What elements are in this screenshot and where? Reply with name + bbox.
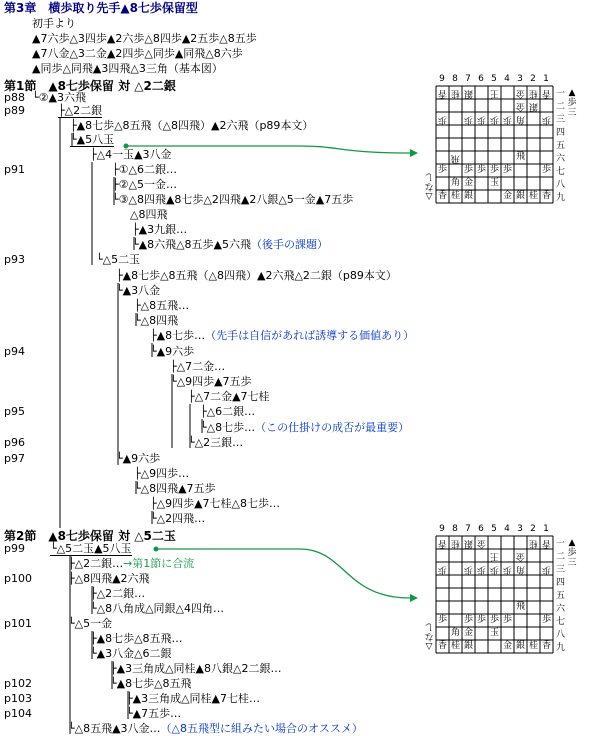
rank-label: 三 <box>556 565 566 575</box>
move-text: ├△2二銀… <box>90 587 146 600</box>
shogi-piece: 桂 <box>450 641 460 651</box>
shogi-piece: 歩 <box>476 615 486 625</box>
move-text: └▲9六歩 <box>116 452 161 465</box>
shogi-piece: 銀 <box>463 641 473 651</box>
rank-label: 七 <box>556 167 566 177</box>
shogi-piece: 歩 <box>541 615 551 625</box>
page-ref: p95 <box>4 405 25 418</box>
move-text: └△2三銀… <box>188 436 244 449</box>
page-ref: p101 <box>4 617 32 630</box>
shogi-piece: 飛 <box>451 153 461 163</box>
file-label: 9 <box>439 74 445 84</box>
file-label: 7 <box>465 524 471 534</box>
move-text: └△8四飛 <box>134 314 179 327</box>
move-line <box>126 692 260 705</box>
page-ref: p96 <box>4 436 25 449</box>
file-label: 8 <box>452 74 458 84</box>
rank-label: 四 <box>556 128 566 138</box>
shogi-piece: 歩 <box>477 564 487 574</box>
move-line <box>68 617 112 630</box>
move-line <box>96 253 140 266</box>
move-line <box>170 360 225 373</box>
move-line <box>150 345 194 358</box>
move-line <box>170 375 252 388</box>
shogi-piece: 歩 <box>490 114 500 124</box>
shogi-piece: 桂 <box>529 88 539 98</box>
move-line <box>70 119 313 132</box>
move-line <box>150 329 414 342</box>
move-line <box>112 193 353 206</box>
shogi-piece: 香 <box>438 88 448 98</box>
gote-hand: な <box>424 631 434 641</box>
gote-hand: し <box>424 621 434 631</box>
shogi-piece: 王 <box>490 551 500 561</box>
move-line <box>126 707 181 720</box>
sente-hand: 歩 <box>567 98 577 108</box>
intro-line-2: ▲7八金△3二金▲2四歩△同歩▲同飛△8六歩 <box>32 47 243 60</box>
sente-hand: ▲ <box>568 538 576 548</box>
file-label: 2 <box>530 524 536 534</box>
shogi-piece: 歩 <box>490 564 500 574</box>
shogi-piece: 銀 <box>464 88 474 98</box>
shogi-piece: 歩 <box>541 165 551 175</box>
file-label: 5 <box>491 524 497 534</box>
gote-hand: △ <box>425 191 433 201</box>
shogi-piece: 歩 <box>503 564 513 574</box>
page-ref: p99 <box>4 542 25 555</box>
move-line <box>112 178 177 191</box>
page-ref: p103 <box>4 692 32 705</box>
shogi-piece: 桂 <box>529 538 539 548</box>
commentary-note: （この仕掛けの成否が最重要） <box>255 421 410 434</box>
move-line <box>130 208 167 221</box>
commentary-note: （先手は自信があれば誘導する価値あり） <box>205 329 415 342</box>
file-label: 3 <box>517 74 523 84</box>
chapter-title: 第3章 横歩取り先手▲8七歩保留型 <box>4 1 198 15</box>
move-text: └③△8四飛▲8七歩△2四飛▲2八銀△5一金▲7五歩 <box>112 193 354 206</box>
page-ref: p97 <box>4 452 25 465</box>
move-text: ├△6二銀… <box>200 405 256 418</box>
section1-title: 第1節 ▲8七歩保留 対 △2二銀 <box>4 79 176 93</box>
move-text: └△8七歩… <box>200 421 256 434</box>
commentary-note: （△8五飛型に組みたい場合のオススメ） <box>160 722 363 735</box>
move-text: └△5二玉 <box>96 253 141 266</box>
shogi-piece: 歩 <box>438 114 448 124</box>
move-line <box>110 662 281 675</box>
move-line <box>68 557 194 570</box>
shogi-piece: 飛 <box>515 602 525 612</box>
intro-line-1: ▲7六歩△3四歩▲2六歩△8四歩▲2五歩△8五歩 <box>32 32 257 45</box>
page-ref: p102 <box>4 677 32 690</box>
move-text: ├▲8七歩△8五飛（△8四飛）▲2六飛△2二銀（p89本文） <box>116 269 397 282</box>
move-line <box>132 223 187 236</box>
shogi-piece: 歩 <box>463 615 473 625</box>
shogi-piece: 歩 <box>477 114 487 124</box>
file-label: 1 <box>543 524 549 534</box>
move-text: └△8五飛▲3八金… <box>68 722 161 735</box>
shogi-piece: 角 <box>450 178 460 188</box>
move-text: ├△4一玉▲3八金 <box>90 148 172 161</box>
page-ref: p104 <box>4 707 32 720</box>
move-text: ├△2二銀 <box>58 104 103 117</box>
move-text: └▲3八金 <box>116 284 161 297</box>
move-text: └△8八角成△同銀△4四角… <box>90 602 224 615</box>
move-text: └△5一金 <box>68 617 113 630</box>
move-text: ├△7二金▲7七桂 <box>188 390 270 403</box>
move-text: ├△7二金… <box>170 360 226 373</box>
move-line <box>116 452 160 465</box>
move-text: ├△2二銀… <box>68 557 124 570</box>
rank-label: 五 <box>556 591 566 601</box>
move-line <box>90 148 172 161</box>
commentary-note: （後手の課題） <box>251 238 328 251</box>
move-line <box>50 542 132 555</box>
shogi-piece: 金 <box>477 538 487 548</box>
shogi-piece: 歩 <box>464 114 474 124</box>
move-line <box>90 647 172 660</box>
shogi-piece: 桂 <box>451 88 461 98</box>
shogi-piece: 銀 <box>464 538 474 548</box>
file-label: 3 <box>517 524 523 534</box>
page-ref: p89 <box>4 104 25 117</box>
shogi-piece: 銀 <box>529 101 539 111</box>
shogi-piece: 香 <box>438 538 448 548</box>
move-line <box>70 133 114 146</box>
shogi-piece: 桂 <box>451 538 461 548</box>
move-text: └②▲3六飛 <box>32 91 86 104</box>
move-line <box>134 482 216 495</box>
move-line <box>58 104 102 117</box>
shogi-piece: 金 <box>463 178 473 188</box>
file-label: 1 <box>543 74 549 84</box>
move-text: └△8四飛▲7五歩 <box>134 482 216 495</box>
shogi-piece: 金 <box>463 628 473 638</box>
file-label: 7 <box>465 74 471 84</box>
move-line <box>150 512 205 525</box>
rank-label: 八 <box>556 630 566 640</box>
shogi-piece: 歩 <box>489 165 499 175</box>
move-text: ├▲8七歩△8五飛（△8四飛）▲2六飛（p89本文） <box>70 119 314 132</box>
shogi-piece: 金 <box>516 101 526 111</box>
move-text: ├▲3九銀… <box>132 223 188 236</box>
file-label: 9 <box>439 524 445 534</box>
move-text: └▲8六飛△8五歩▲5六飛 <box>132 238 251 251</box>
move-text: └▲7五歩… <box>126 707 182 720</box>
move-line <box>134 314 178 327</box>
shogi-piece: 歩 <box>437 165 447 175</box>
move-text: └▲3八金△6二銀 <box>90 647 172 660</box>
rank-label: 七 <box>556 617 566 627</box>
shogi-piece: 金 <box>502 191 512 201</box>
move-line <box>110 677 192 690</box>
sente-hand: ▲ <box>568 88 576 98</box>
sente-hand: 歩 <box>567 548 577 558</box>
rank-label: 四 <box>556 578 566 588</box>
shogi-piece: 桂 <box>528 641 538 651</box>
shogi-piece: 金 <box>516 88 526 98</box>
move-text: └△2四飛… <box>150 512 206 525</box>
move-line <box>68 572 150 585</box>
shogi-piece: 香 <box>437 191 447 201</box>
move-line <box>188 436 243 449</box>
page-ref: p100 <box>4 572 32 585</box>
shogi-piece: 歩 <box>502 165 512 175</box>
shogi-piece: 玉 <box>489 628 499 638</box>
rank-label: 九 <box>556 193 566 203</box>
rank-label: 二 <box>556 102 566 112</box>
rank-label: 六 <box>556 604 566 614</box>
move-line <box>200 421 409 434</box>
shogi-piece: 玉 <box>489 178 499 188</box>
page-ref: p91 <box>4 163 25 176</box>
shogi-piece: 桂 <box>528 191 538 201</box>
move-line <box>116 269 397 282</box>
rank-label: 一 <box>556 89 566 99</box>
shogi-piece: 歩 <box>502 615 512 625</box>
file-label: 6 <box>478 524 484 534</box>
shogi-piece: 金 <box>516 551 526 561</box>
sente-hand: 三 <box>567 558 577 568</box>
move-line <box>32 91 86 104</box>
move-line <box>200 405 255 418</box>
move-text: ├▲8七歩… <box>150 329 206 342</box>
rank-label: 九 <box>556 643 566 653</box>
shogi-piece: 香 <box>541 641 551 651</box>
move-text: ├△9四歩▲7七桂△8七歩… <box>150 497 280 510</box>
move-line <box>134 467 189 480</box>
move-line <box>90 587 145 600</box>
shogi-piece: 王 <box>490 88 500 98</box>
move-text: △8四飛 <box>130 208 168 221</box>
sente-hand: 三 <box>567 108 577 118</box>
move-line <box>90 602 224 615</box>
section2-title: 第2節 ▲8七歩保留 対 △5二玉 <box>4 529 176 543</box>
shogi-piece: 歩 <box>437 615 447 625</box>
shogi-piece: 銀 <box>515 641 525 651</box>
gote-hand: し <box>424 171 434 181</box>
rank-label: 八 <box>556 180 566 190</box>
move-line <box>134 299 189 312</box>
rank-label: 五 <box>556 141 566 151</box>
move-text: ├②△5一金… <box>112 178 177 191</box>
move-text: ├▲3三角成△同桂▲7七桂… <box>126 692 260 705</box>
page-ref: p88 <box>4 91 25 104</box>
move-text: └▲9六歩 <box>150 345 195 358</box>
shogi-piece: 歩 <box>503 114 513 124</box>
page-ref: p93 <box>4 253 25 266</box>
rank-label: 一 <box>556 539 566 549</box>
page-ref: p94 <box>4 345 25 358</box>
shogi-piece: 飛 <box>515 152 525 162</box>
rank-label: 三 <box>556 115 566 125</box>
shogi-piece: 金 <box>502 641 512 651</box>
shogi-piece: 角 <box>516 564 526 574</box>
move-text: └△5二玉▲5八玉 <box>50 542 132 555</box>
move-line <box>90 632 183 645</box>
shogi-piece: 香 <box>541 191 551 201</box>
move-text: └▲5八玉 <box>70 133 115 146</box>
commentary-note: →第1節に合流 <box>123 557 195 570</box>
move-line <box>116 284 160 297</box>
shogi-piece: 歩 <box>542 114 552 124</box>
shogi-piece: 歩 <box>542 564 552 574</box>
shogi-piece: 歩 <box>463 165 473 175</box>
file-label: 2 <box>530 74 536 84</box>
shogi-piece: 歩 <box>438 564 448 574</box>
move-text: ├▲8七歩△8五飛… <box>90 632 183 645</box>
move-line <box>132 238 328 251</box>
file-label: 6 <box>478 74 484 84</box>
rank-label: 六 <box>556 154 566 164</box>
shogi-piece: 歩 <box>489 615 499 625</box>
file-label: 8 <box>452 524 458 534</box>
shogi-piece: 銀 <box>515 191 525 201</box>
move-text: ├△8四飛▲2六飛 <box>68 572 150 585</box>
move-text: └△9四歩▲7五歩 <box>170 375 252 388</box>
file-label: 4 <box>504 524 510 534</box>
shogi-piece: 角 <box>516 114 526 124</box>
shogi-piece: 香 <box>437 641 447 651</box>
move-text: ├①△6二銀… <box>112 163 177 176</box>
move-text: ├▲3三角成△同桂▲8八銀△2二銀… <box>110 662 282 675</box>
gote-hand: な <box>424 181 434 191</box>
move-line <box>68 722 363 735</box>
shogi-piece: 桂 <box>450 191 460 201</box>
shogi-piece: 歩 <box>476 165 486 175</box>
move-text: ├△8五飛… <box>134 299 190 312</box>
shogi-piece: 角 <box>450 628 460 638</box>
shogi-piece: 歩 <box>464 564 474 574</box>
move-line <box>150 497 280 510</box>
shogi-piece: 銀 <box>463 191 473 201</box>
file-label: 5 <box>491 74 497 84</box>
rank-label: 二 <box>556 552 566 562</box>
move-line <box>112 163 177 176</box>
file-label: 4 <box>504 74 510 84</box>
gote-hand: △ <box>425 641 433 651</box>
intro-label: 初手より <box>32 17 76 30</box>
move-text: ├△9四歩… <box>134 467 190 480</box>
move-text: └▲8七歩△8五飛 <box>110 677 192 690</box>
intro-line-3: ▲同歩△同飛▲3四飛△3三角（基本図） <box>32 62 223 75</box>
shogi-piece: 香 <box>542 88 552 98</box>
move-line <box>188 390 270 403</box>
shogi-piece: 香 <box>542 538 552 548</box>
